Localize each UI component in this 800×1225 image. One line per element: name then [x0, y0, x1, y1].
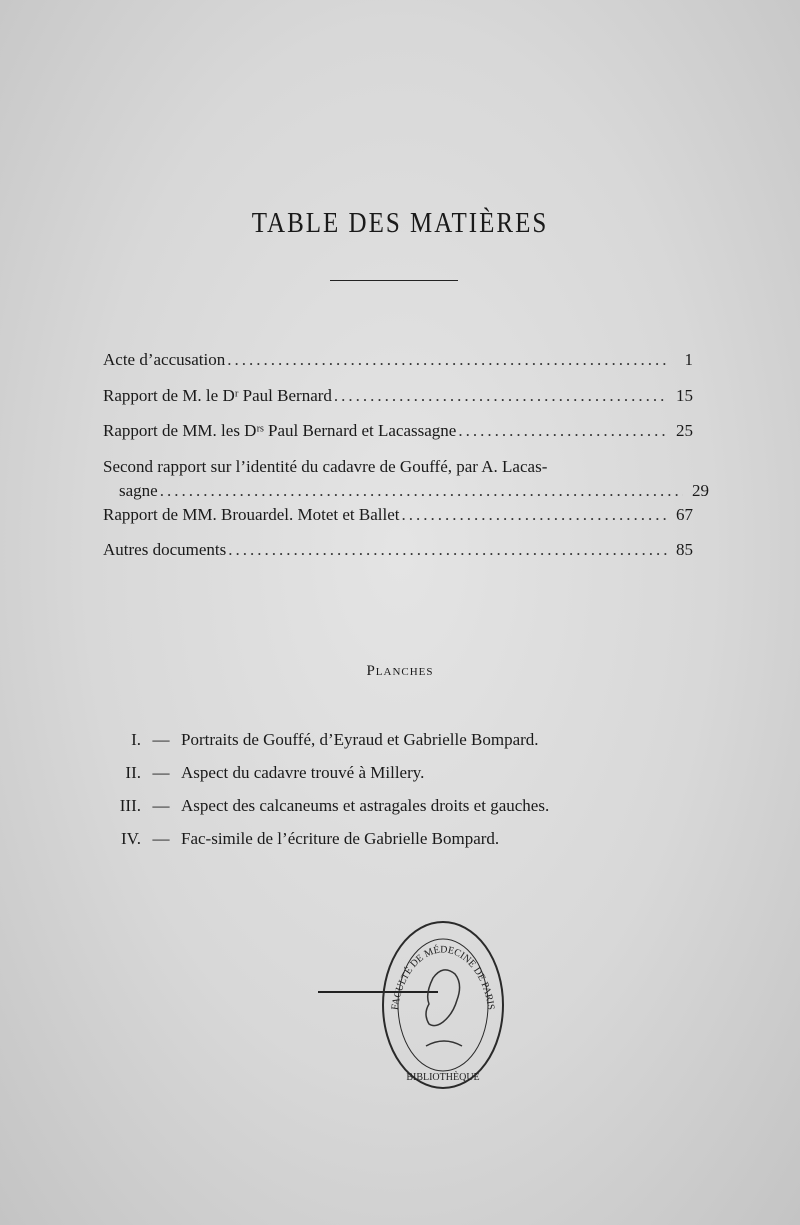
plate-dash: — [152, 829, 170, 848]
library-stamp-icon [378, 918, 508, 1093]
toc-entry-label: Rapport de M. le Dʳ Paul Bernard [103, 385, 332, 405]
plate-text: Aspect du cadavre trouvé à Millery. [181, 763, 425, 782]
toc-leader-dots [402, 505, 668, 525]
plate-text: Aspect des calcaneums et astragales droits et gauches. [181, 796, 550, 815]
toc-entry [103, 386, 693, 422]
plate-item [105, 796, 549, 829]
plate-item [105, 730, 549, 763]
toc-entry-label-continuation: sagne [119, 480, 158, 500]
plate-number: IV. [121, 829, 141, 848]
toc-entry-page: 1 [684, 350, 693, 369]
plate-dash: — [152, 796, 170, 815]
toc-entry-page: 15 [676, 385, 693, 405]
plate-text: Fac-simile de l’écriture de Gabrielle Bompard. [181, 829, 500, 848]
plate-number: III. [119, 796, 141, 815]
stamp-sub-text: BIBLIOTHÈQUE [406, 1072, 480, 1083]
page-title: TABLE DES MATIÈRES [251, 207, 549, 239]
planches-heading: Planches [366, 663, 434, 679]
toc-leader-dots [228, 540, 667, 560]
toc-entry [103, 456, 709, 501]
plates-list [105, 730, 549, 862]
toc-entry [103, 540, 693, 576]
toc-entry-label: Autres documents [103, 540, 227, 559]
plate-number: II. [125, 763, 141, 782]
title-rule [330, 280, 458, 281]
stamp-arc-text: FACULTÉ DE MÉDECINE DE PARIS [389, 944, 497, 1011]
toc-leader-dots [458, 421, 667, 441]
toc-entry-page: 25 [676, 421, 693, 440]
plate-item [105, 763, 549, 796]
toc-entry [103, 350, 693, 386]
toc-entry [103, 421, 693, 457]
toc-entry [103, 505, 693, 541]
plate-item [105, 829, 549, 862]
toc-entry-label: Rapport de MM. Brouardel. Motet et Ballet [103, 504, 400, 524]
toc-leader-dots [334, 386, 667, 406]
toc-entry-label: Rapport de MM. les Dʳˢ Paul Bernard et Lacassagne [103, 421, 457, 440]
toc-entry-page: 85 [676, 540, 693, 559]
plate-dash: — [152, 763, 170, 782]
toc-entry-page: 67 [676, 504, 693, 524]
toc-leader-dots [227, 350, 667, 370]
toc-entry-label: Acte d’accusation [103, 350, 226, 369]
toc-entry-page: 29 [692, 480, 709, 500]
table-of-contents [103, 350, 709, 576]
plate-text: Portraits de Gouffé, d’Eyraud et Gabrielle Bompard. [181, 730, 539, 749]
plate-dash: — [152, 730, 170, 749]
toc-leader-dots [160, 481, 683, 501]
toc-entry-label: Second rapport sur l’identité du cadavre de Gouffé, par A. Lacas- [103, 456, 548, 476]
plate-number: I. [131, 730, 141, 749]
